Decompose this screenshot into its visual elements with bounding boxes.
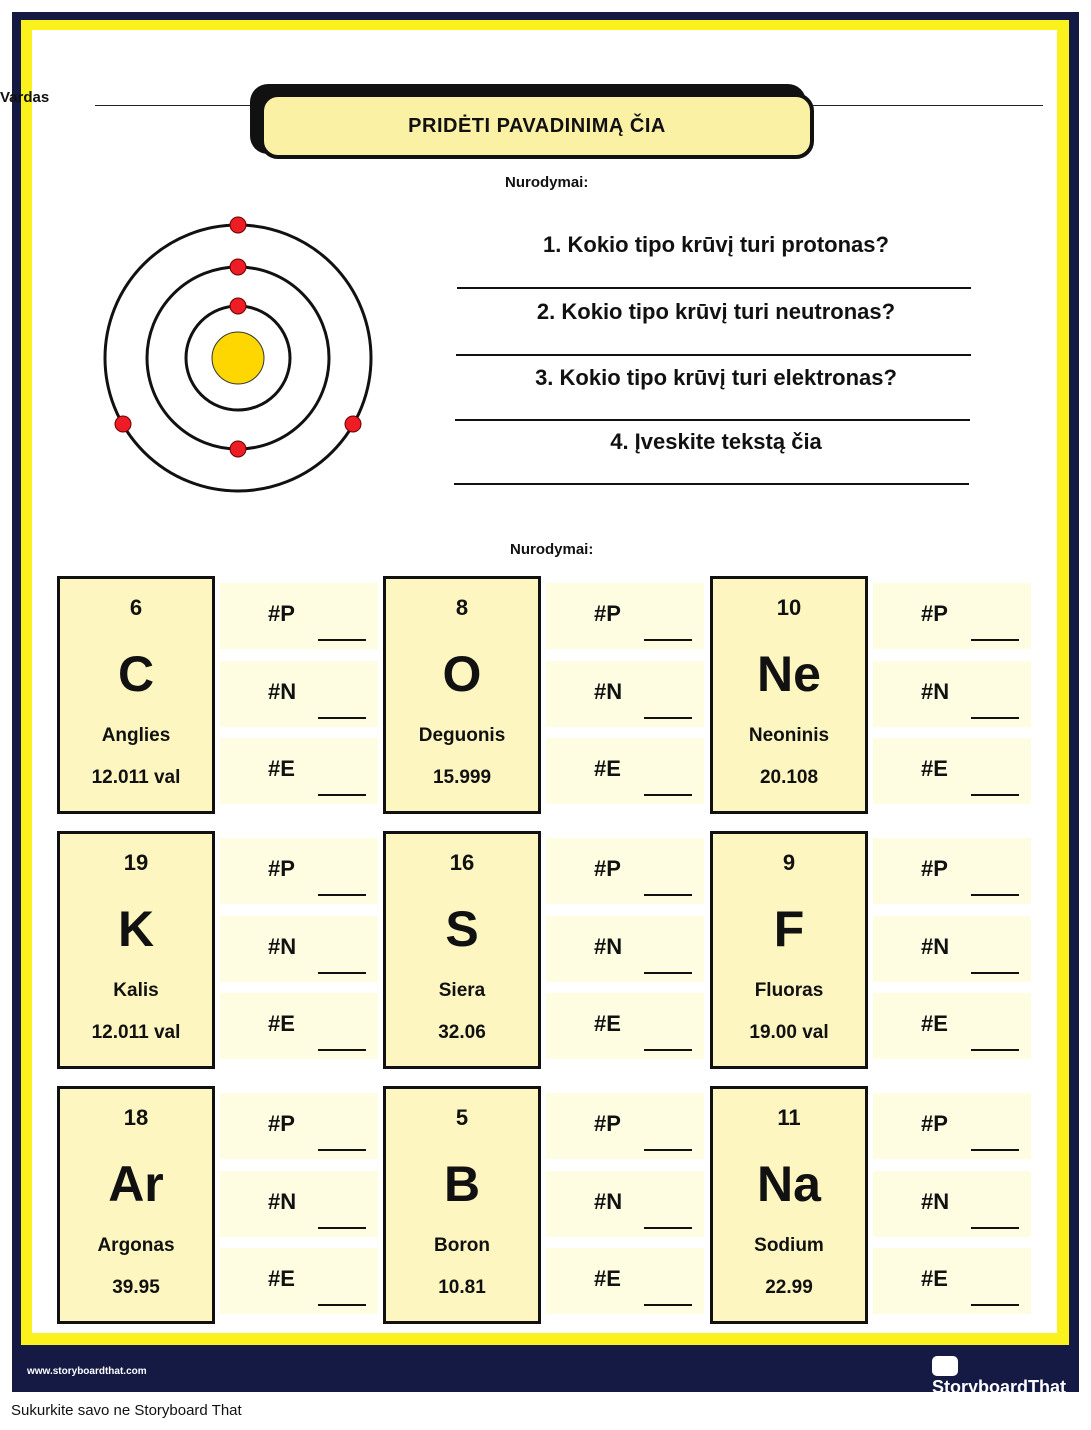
slot-label: #N (921, 934, 950, 959)
slot-label: #E (594, 756, 621, 781)
answer-slot-p[interactable] (546, 1093, 704, 1159)
answer-slot-e[interactable] (873, 993, 1031, 1059)
brand-text: StoryboardThat (932, 1377, 1067, 1397)
slot-label: #P (268, 856, 295, 881)
slot-answer-line[interactable] (644, 1304, 692, 1306)
slot-answer-line[interactable] (644, 794, 692, 796)
element-card (383, 1086, 541, 1324)
slot-label: #E (594, 1266, 621, 1291)
answer-line-1[interactable] (457, 287, 971, 289)
electron (345, 416, 361, 432)
element-mass: 12.011 val (91, 767, 181, 788)
slot-answer-line[interactable] (318, 639, 366, 641)
answer-slot-p[interactable] (220, 838, 378, 904)
slot-label: #P (921, 856, 948, 881)
answer-slot-n[interactable] (873, 1171, 1031, 1237)
electron (230, 217, 246, 233)
slot-answer-line[interactable] (644, 1049, 692, 1051)
slot-answer-line[interactable] (971, 1049, 1019, 1051)
slot-label: #N (594, 679, 623, 704)
slot-label: #N (921, 1189, 950, 1214)
slot-label: #N (594, 1189, 623, 1214)
slot-answer-line[interactable] (971, 972, 1019, 974)
slot-label: #E (921, 756, 948, 781)
slot-label: #P (921, 1111, 948, 1136)
slot-answer-line[interactable] (971, 794, 1019, 796)
element-mass: 12.011 val (91, 1022, 181, 1043)
element-card (383, 576, 541, 814)
answer-slot-p[interactable] (220, 583, 378, 649)
element-number: 18 (123, 1105, 149, 1130)
slot-answer-line[interactable] (318, 1304, 366, 1306)
answer-slot-e[interactable] (220, 1248, 378, 1314)
answer-slot-e[interactable] (546, 993, 704, 1059)
element-symbol: Ne (757, 646, 821, 702)
element-mass: 39.95 (112, 1277, 160, 1298)
electron (230, 441, 246, 457)
slot-answer-line[interactable] (644, 894, 692, 896)
slot-answer-line[interactable] (318, 1049, 366, 1051)
element-mass: 20.108 (759, 767, 819, 788)
nucleus (212, 332, 264, 384)
element-name: Sodium (754, 1235, 824, 1256)
element-symbol: K (117, 901, 155, 957)
element-mass: 10.81 (438, 1277, 486, 1298)
answer-slot-n[interactable] (220, 1171, 378, 1237)
element-name: Boron (434, 1235, 490, 1256)
element-name: Argonas (97, 1235, 175, 1256)
slot-label: #N (921, 679, 950, 704)
worksheet (0, 30, 1057, 1333)
element-mass: 22.99 (765, 1277, 813, 1298)
answer-line-2[interactable] (456, 354, 971, 356)
element-card (57, 576, 215, 814)
element-number: 8 (455, 595, 469, 620)
element-symbol: Na (757, 1156, 821, 1212)
slot-answer-line[interactable] (318, 794, 366, 796)
answer-slot-e[interactable] (220, 993, 378, 1059)
slot-answer-line[interactable] (318, 717, 366, 719)
question-1: 1. Kokio tipo krūvį turi protonas? (543, 232, 889, 257)
slot-answer-line[interactable] (318, 894, 366, 896)
element-name: Kalis (113, 980, 159, 1001)
answer-slot-p[interactable] (873, 1093, 1031, 1159)
slot-answer-line[interactable] (971, 639, 1019, 641)
answer-slot-n[interactable] (873, 661, 1031, 727)
slot-answer-line[interactable] (971, 894, 1019, 896)
slot-label: #N (268, 679, 297, 704)
element-card (383, 831, 541, 1069)
question-3: 3. Kokio tipo krūvį turi elektronas? (535, 365, 897, 390)
slot-answer-line[interactable] (644, 1227, 692, 1229)
slot-label: #E (594, 1011, 621, 1036)
answer-slot-p[interactable] (546, 838, 704, 904)
element-symbol: O (442, 646, 482, 702)
page-title[interactable]: PRIDĖTI PAVADINIMĄ ČIA (260, 93, 814, 159)
footer-url[interactable]: www.storyboardthat.com (27, 1366, 147, 1377)
answer-slot-p[interactable] (873, 838, 1031, 904)
answer-slot-e[interactable] (873, 738, 1031, 804)
element-mass: 19.00 val (749, 1022, 829, 1043)
slot-label: #E (268, 1011, 295, 1036)
electron (230, 298, 246, 314)
slot-answer-line[interactable] (318, 1149, 366, 1151)
answer-slot-n[interactable] (546, 916, 704, 982)
slot-answer-line[interactable] (971, 717, 1019, 719)
answer-line-4[interactable] (454, 483, 969, 485)
element-number: 10 (776, 595, 802, 620)
question-4: 4. Įveskite tekstą čia (610, 429, 822, 454)
slot-label: #E (268, 1266, 295, 1291)
electron (115, 416, 131, 432)
answer-slot-p[interactable] (220, 1093, 378, 1159)
answer-slot-p[interactable] (873, 583, 1031, 649)
name-label: Vardas (0, 89, 50, 106)
footer-brand (932, 1355, 1091, 1398)
question-2: 2. Kokio tipo krūvį turi neutronas? (536, 299, 896, 324)
slot-answer-line[interactable] (971, 1304, 1019, 1306)
element-card (710, 831, 868, 1069)
slot-answer-line[interactable] (318, 972, 366, 974)
atom-diagram (102, 222, 376, 496)
element-number: 16 (449, 850, 475, 875)
element-name: Fluoras (754, 980, 824, 1001)
answer-slot-p[interactable] (546, 583, 704, 649)
answer-slot-n[interactable] (873, 916, 1031, 982)
element-symbol: F (773, 901, 805, 957)
element-name: Anglies (101, 725, 171, 746)
element-number: 11 (777, 1105, 801, 1130)
slot-answer-line[interactable] (644, 972, 692, 974)
answer-slot-e[interactable] (546, 1248, 704, 1314)
element-name: Deguonis (418, 725, 506, 746)
slot-answer-line[interactable] (644, 717, 692, 719)
answer-slot-n[interactable] (546, 661, 704, 727)
answer-slot-e[interactable] (546, 738, 704, 804)
element-number: 9 (782, 850, 796, 875)
slot-label: #P (594, 601, 621, 626)
date-line[interactable] (807, 105, 1043, 106)
element-symbol: Ar (108, 1156, 164, 1212)
element-number: 6 (129, 595, 143, 620)
element-card (710, 576, 868, 814)
storyboard-logo-icon (932, 1356, 958, 1376)
element-symbol: B (443, 1156, 481, 1212)
answer-slot-n[interactable] (220, 661, 378, 727)
slot-answer-line[interactable] (644, 1149, 692, 1151)
answer-slot-n[interactable] (220, 916, 378, 982)
element-name: Siera (438, 980, 486, 1001)
slot-label: #N (268, 934, 297, 959)
element-name: Neoninis (748, 725, 830, 746)
electron (230, 259, 246, 275)
slot-label: #E (268, 756, 295, 781)
slot-label: #P (268, 601, 295, 626)
element-card (57, 831, 215, 1069)
element-mass: 15.999 (432, 767, 492, 788)
slot-label: #N (268, 1189, 297, 1214)
instructions-label-2: Nurodymai: (510, 541, 594, 558)
slot-label: #E (921, 1266, 948, 1291)
answer-slot-e[interactable] (873, 1248, 1031, 1314)
element-symbol: S (445, 901, 479, 957)
slot-answer-line[interactable] (971, 1227, 1019, 1229)
instructions-label: Nurodymai: (505, 174, 589, 191)
element-symbol: C (117, 646, 155, 702)
element-number: 5 (455, 1105, 469, 1130)
slot-label: #N (594, 934, 623, 959)
slot-answer-line[interactable] (644, 639, 692, 641)
element-number: 19 (123, 850, 149, 875)
slot-label: #P (594, 1111, 621, 1136)
slot-answer-line[interactable] (971, 1149, 1019, 1151)
slot-label: #P (594, 856, 621, 881)
answer-line-3[interactable] (455, 419, 970, 421)
slot-label: #P (921, 601, 948, 626)
slot-label: #E (921, 1011, 948, 1036)
slot-answer-line[interactable] (318, 1227, 366, 1229)
element-card (57, 1086, 215, 1324)
caption: Sukurkite savo ne Storyboard That (11, 1402, 242, 1419)
answer-slot-e[interactable] (220, 738, 378, 804)
element-mass: 32.06 (438, 1022, 486, 1043)
slot-label: #P (268, 1111, 295, 1136)
answer-slot-n[interactable] (546, 1171, 704, 1237)
element-card (710, 1086, 868, 1324)
